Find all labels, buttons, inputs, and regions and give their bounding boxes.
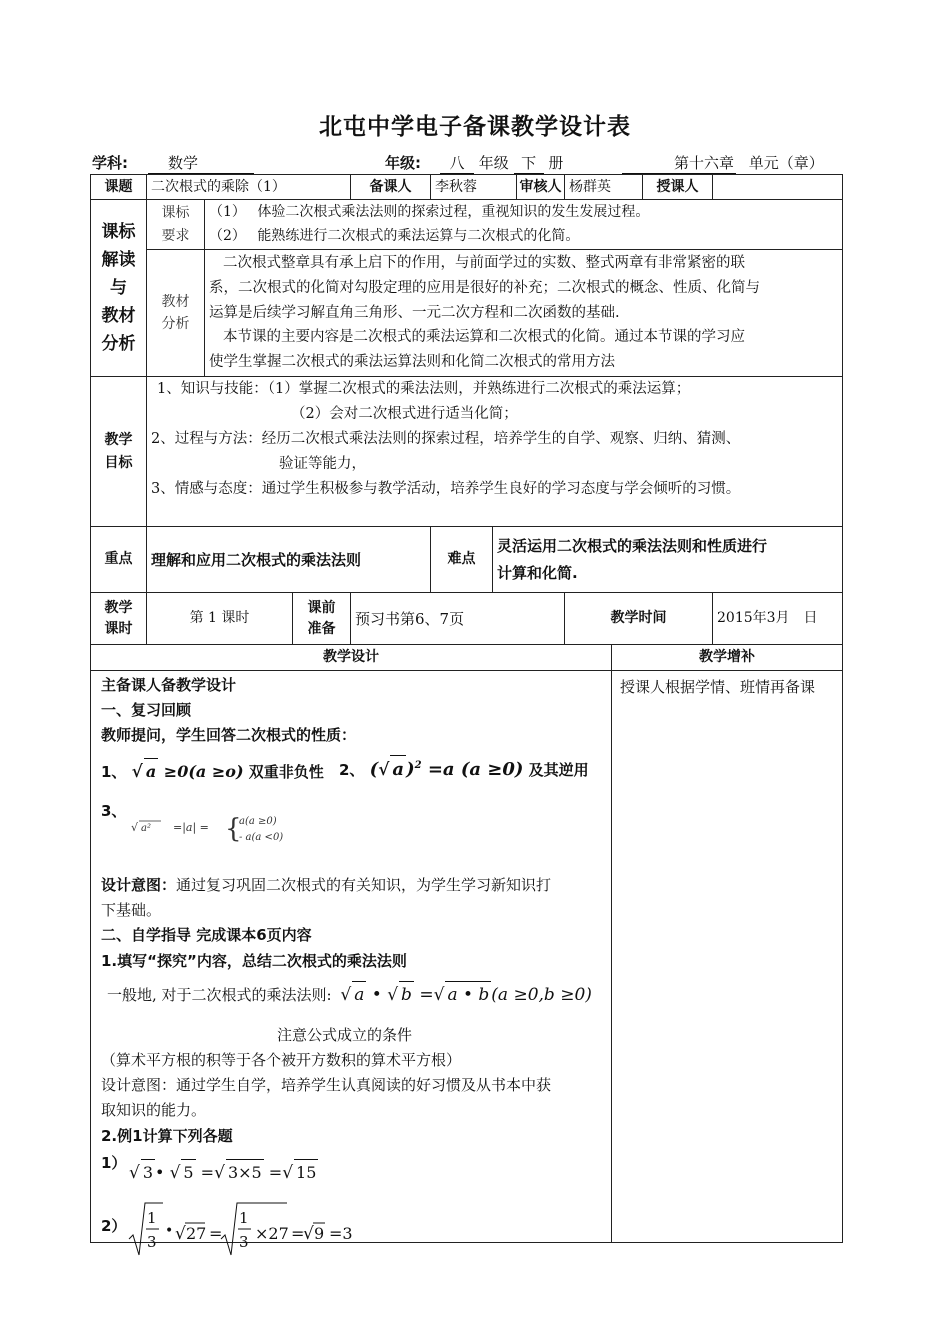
objectives-label	[91, 377, 147, 527]
objective-line-1: 1、知识与技能：（1）掌握二次根式的乘法法则，并熟练进行二次根式的乘法运算；	[157, 381, 691, 397]
property-2	[339, 755, 589, 785]
topic-label: 课题	[91, 175, 147, 200]
intent-1-label: 设计意图：	[101, 876, 177, 894]
svg-text:=|a| =: =|a| =	[173, 821, 209, 834]
textbook-content	[205, 250, 843, 377]
svg-text:•: •	[165, 1223, 174, 1239]
design-main-title: 主备课人备教学设计	[101, 676, 237, 694]
topic-value: 二次根式的乘除（1）	[147, 175, 351, 200]
example-2-number: 2）	[101, 1217, 127, 1235]
teacher-label: 授课人	[643, 175, 713, 200]
key-value: 理解和应用二次根式的乘法法则	[147, 527, 431, 593]
section-1-title: 一、复习回顾	[101, 701, 192, 719]
hours-label-1: 教学	[104, 599, 133, 616]
hours-value: 第 1 课时	[147, 593, 293, 645]
note-condition: 注意公式成立的条件	[277, 1026, 413, 1044]
svg-text:=: =	[291, 1224, 305, 1243]
reviewer-label: 审核人	[517, 175, 565, 200]
difficulty-label: 难点	[431, 527, 493, 593]
difficulty-line-1: 灵活运用二次根式的乘法法则和性质进行	[497, 537, 768, 556]
design-table	[90, 644, 843, 1251]
hours-label	[91, 593, 147, 645]
objective-line-5: 3、情感与态度：通过学生积极参与教学活动，培养学生良好的学习态度与学会倾听的习惯。	[151, 480, 741, 497]
subject-label: 学科:	[92, 154, 128, 172]
grade-unit: 年级	[478, 154, 509, 172]
property-3-formula	[131, 807, 331, 856]
svg-text:27: 27	[186, 1224, 207, 1243]
analysis-label-4: 教材	[101, 306, 136, 327]
standard-item-1: （1） 体验二次根式乘法法则的探索过程，重视知识的发生发展过程。	[209, 203, 650, 220]
example-1-number: 1）	[101, 1154, 127, 1172]
intent-1-text-1: 通过复习巩固二次根式的有关知识，为学生学习新知识打	[176, 876, 552, 894]
preparer-value: 李秋蓉	[431, 175, 517, 200]
subject-value: 数学	[148, 152, 254, 174]
analysis-label-3: 与	[110, 277, 127, 298]
objectives-content	[147, 377, 843, 527]
svg-text:×27: ×27	[255, 1224, 289, 1243]
volume-unit: 册	[548, 154, 564, 172]
textbook-label	[147, 250, 205, 377]
objectives-label-1: 教学	[104, 432, 133, 449]
prep-label-2: 准备	[307, 620, 336, 637]
svg-text:{: {	[225, 814, 242, 844]
example-2-formula	[127, 1201, 367, 1266]
property-2-formula: (√ a )$^2$ =a (a ≥0)	[370, 759, 524, 780]
time-label: 教学时间	[565, 593, 713, 645]
property-1-formula: √ a ≥0(a ≥o)	[132, 762, 244, 781]
textbook-line-1: 二次根式整章具有承上启下的作用，与前面学过的实数、整式两章有非常紧密的联	[223, 255, 745, 272]
supplement-note: 授课人根据学情、班情再备课	[612, 671, 843, 1243]
rule-formula: √ a • √ b =√ a • b (a ≥0,b ≥0)	[340, 985, 592, 1005]
svg-text:9: 9	[314, 1224, 325, 1243]
volume-value: 下	[514, 152, 544, 174]
standard-item-2: （2） 能熟练进行二次根式的乘法运算与二次根式的化简。	[209, 227, 580, 244]
reviewer-value: 杨群英	[565, 175, 643, 200]
objectives-label-2: 目标	[104, 454, 133, 471]
key-label: 重点	[91, 527, 147, 593]
section-2-item-1: 1.填写“探究”内容，总结二次根式的乘法法则	[101, 952, 407, 970]
standard-label	[147, 200, 205, 250]
standard-content	[205, 200, 843, 250]
example-2-formula-svg	[127, 1201, 367, 1259]
prep-label-1: 课前	[307, 599, 336, 616]
svg-text:1: 1	[239, 1209, 249, 1227]
page-title: 北屯中学电子备课教学设计表	[319, 114, 631, 140]
hours-label-2: 课时	[104, 620, 133, 637]
svg-text:=: =	[209, 1224, 223, 1243]
supplement-header: 教学增补	[612, 645, 843, 671]
svg-text:a(a ≥0): a(a ≥0)	[239, 816, 277, 827]
intent-1-line-2: 下基础。	[101, 901, 162, 919]
textbook-line-2: 系，二次根式的化简对勾股定理的应用是很好的补充；二次根式的概念、性质、化简与	[209, 280, 760, 297]
svg-text:1: 1	[147, 1209, 157, 1227]
design-header: 教学设计	[91, 645, 612, 671]
rule-intro: 一般地, 对于二次根式的乘法法则:	[107, 986, 332, 1004]
intent-1-line-1	[101, 873, 551, 897]
prep-label	[293, 593, 351, 645]
svg-text:√: √	[175, 1224, 186, 1244]
design-content	[91, 671, 612, 1251]
objective-line-4: 验证等能力，	[279, 455, 366, 472]
property-3-number: 3、	[101, 802, 127, 820]
grade-label: 年级:	[385, 154, 421, 172]
info-table	[90, 174, 843, 645]
svg-text:√: √	[303, 1224, 314, 1244]
note-paren: （算术平方根的积等于各个被开方数积的算术平方根）	[101, 1051, 462, 1069]
property-1-number: 1、	[101, 763, 127, 781]
svg-text:3: 3	[147, 1233, 157, 1251]
property-1	[101, 758, 324, 786]
section-2-title: 二、自学指导 完成课本6页内容	[101, 926, 312, 944]
multiplication-rule	[107, 981, 592, 1009]
textbook-label-1: 教材	[161, 293, 190, 310]
svg-text:a²: a²	[141, 823, 151, 834]
preparer-label: 备课人	[351, 175, 431, 200]
difficulty-value	[493, 527, 843, 593]
grade-value: 八	[440, 152, 474, 174]
chapter-value: 第十六章	[622, 152, 736, 174]
time-value: 2015年3月 日	[713, 593, 843, 645]
analysis-label-1: 课标	[101, 221, 136, 242]
intent-2-line-2: 取知识的能力。	[101, 1101, 207, 1119]
difficulty-line-2: 计算和化简.	[497, 563, 578, 582]
svg-text:- a(a <0): - a(a <0)	[239, 832, 284, 843]
property-2-text: 及其逆用	[528, 761, 589, 779]
chapter-unit: 单元（章）	[748, 154, 824, 172]
objective-line-3: 2、过程与方法：经历二次根式乘法法则的探索过程，培养学生的自学、观察、归纳、猜测、	[151, 430, 741, 447]
property-2-number: 2、	[339, 761, 365, 779]
analysis-label	[91, 200, 147, 377]
property-1-text: 双重非负性	[248, 763, 324, 781]
standard-label-2: 要求	[161, 227, 190, 244]
prep-value: 预习书第6、7页	[351, 593, 565, 645]
textbook-line-4: 本节课的主要内容是二次根式的乘法运算和二次根式的化简。通过本节课的学习应	[223, 329, 745, 346]
objective-line-2: （2）会对二次根式进行适当化简；	[291, 405, 518, 422]
svg-text:3: 3	[239, 1233, 249, 1251]
analysis-label-5: 分析	[101, 334, 136, 355]
svg-text:=3: =3	[329, 1224, 353, 1243]
example-1-formula: √ 3 • √ 5 =√ 3×5 =√ 15	[129, 1159, 318, 1187]
analysis-label-2: 解读	[101, 249, 136, 270]
textbook-line-3: 运算是后续学习解直角三角形、一元二次方程和二次函数的基础.	[209, 304, 620, 321]
section-1-question: 教师提问，学生回答二次根式的性质：	[101, 726, 357, 744]
textbook-line-5: 使学生掌握二次根式的乘法运算法则和化简二次根式的常用方法	[209, 353, 615, 370]
svg-text:√: √	[131, 821, 139, 834]
property-3-formula-svg	[131, 807, 331, 849]
teacher-value	[713, 175, 843, 200]
standard-label-1: 课标	[161, 205, 190, 222]
section-2-item-2: 2.例1计算下列各题	[101, 1127, 233, 1145]
intent-2-line-1: 设计意图：通过学生自学，培养学生认真阅读的好习惯及从书本中获	[101, 1076, 552, 1094]
textbook-label-2: 分析	[161, 316, 190, 332]
